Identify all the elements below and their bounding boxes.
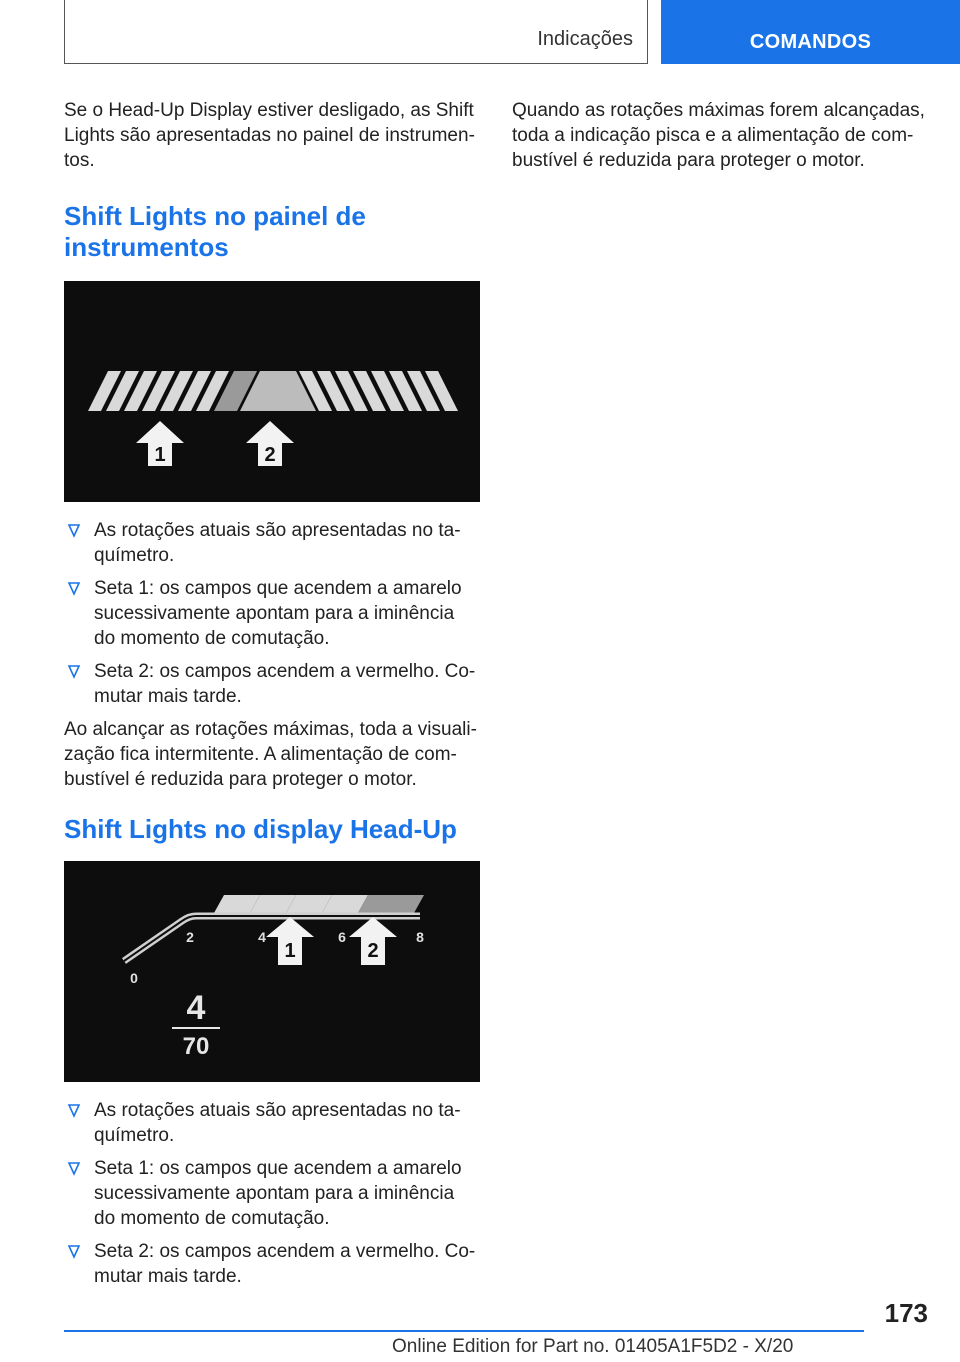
footer-edition: Online Edition for Part no. 01405A1F5D2 - X/20 (392, 1336, 794, 1357)
list-item-text: As rotações atuais são apresentadas no taquímetro. (94, 1100, 461, 1146)
gear-indicator: 4 (186, 989, 206, 1027)
list-item (64, 1239, 480, 1289)
scale-0: 0 (130, 970, 138, 986)
footer-divider (64, 1330, 864, 1332)
instrument-shift-lights-figure (64, 281, 480, 502)
hud-arrow-2-label: 2 (367, 940, 379, 962)
scale-6: 6 (338, 929, 346, 945)
left-column (64, 98, 480, 1289)
triangle-bullet-icon (67, 1102, 81, 1120)
chapter-title: COMANDOS (749, 31, 872, 53)
list-item (64, 576, 480, 651)
list-item-text: Seta 1: os campos que acendem a amarelo sucessivamente apontam para a iminência do momento de comutação. (94, 578, 462, 649)
triangle-bullet-icon (67, 1243, 81, 1261)
scale-8: 8 (416, 929, 424, 945)
headup-list (64, 1098, 480, 1289)
list-item-text: Seta 2: os campos acendem a vermelho. Comutar mais tarde. (94, 1241, 476, 1287)
list-item (64, 659, 480, 709)
page-number: 173 (884, 1298, 928, 1328)
scale-4: 4 (258, 929, 266, 945)
triangle-bullet-icon (67, 522, 81, 540)
triangle-bullet-icon (67, 580, 81, 598)
list-item-text: As rotações atuais são apresentadas no taquímetro. (94, 520, 461, 566)
max-rpm-paragraph: Ao alcançar as rotações máximas, toda a visualização fica intermitente. A alimentação de combustível é reduzida para proteger o motor. (64, 719, 477, 790)
section-title: Indicações (537, 28, 633, 50)
list-item (64, 1098, 480, 1148)
hud-arrow-1-label: 1 (284, 940, 296, 962)
header-section-box (64, 0, 648, 64)
heading-head-up: Shift Lights no display Head-Up (64, 814, 457, 844)
list-item-text: Seta 2: os campos acendem a vermelho. Comutar mais tarde. (94, 661, 476, 707)
list-item-text: Seta 1: os campos que acendem a amarelo sucessivamente apontam para a iminência do momento de comutação. (94, 1158, 462, 1229)
speed-indicator: 70 (182, 1033, 210, 1060)
list-item (64, 1156, 480, 1231)
headup-shift-lights-figure (64, 861, 480, 1082)
arrow-2-label: 2 (264, 444, 276, 466)
instrument-list (64, 518, 480, 709)
triangle-bullet-icon (67, 1160, 81, 1178)
chapter-tab (661, 0, 960, 64)
right-paragraph: Quando as rotações máximas forem alcançadas, toda a indicação pisca e a alimentação de combustível é reduzida para proteger o motor. (512, 100, 925, 171)
scale-2: 2 (186, 929, 194, 945)
intro-paragraph: Se o Head-Up Display estiver desligado, as Shift Lights são apresentadas no painel de instrumentos. (64, 100, 475, 171)
heading-instrument-panel: Shift Lights no painel de instrumentos (64, 201, 366, 262)
triangle-bullet-icon (67, 663, 81, 681)
right-column (512, 98, 928, 173)
list-item (64, 518, 480, 568)
arrow-1-label: 1 (154, 444, 166, 466)
